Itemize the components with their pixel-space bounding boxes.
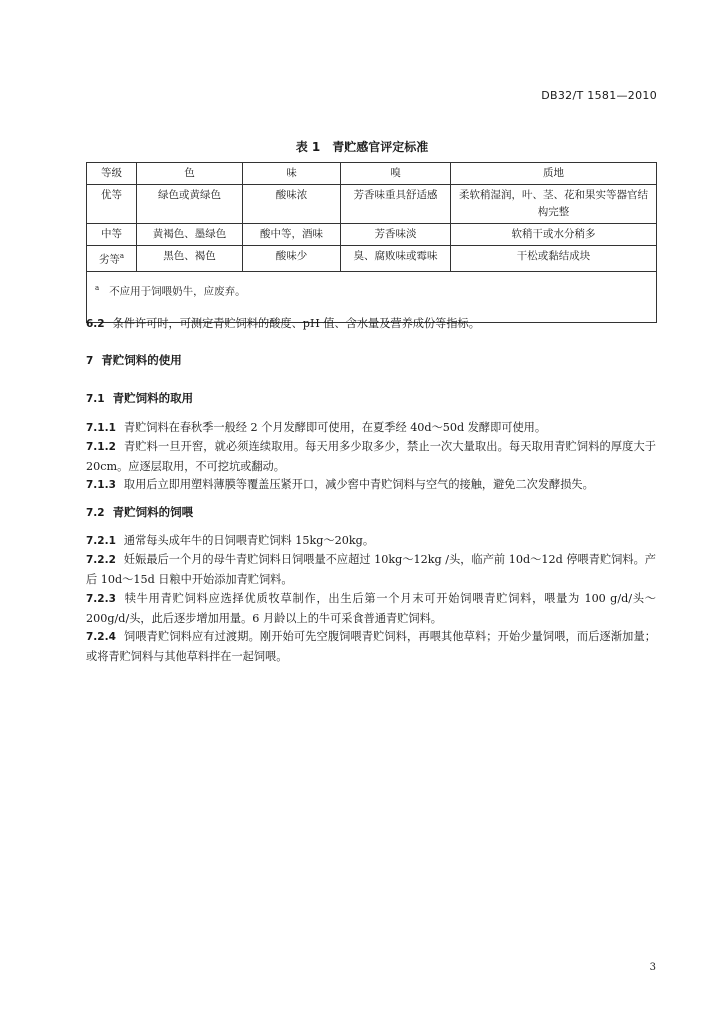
clause-text: 饲喂青贮饲料应有过渡期。刚开始可先空腹饲喂青贮饲料，再喂其他草料；开始少量饲喂，而后逐渐加量；或将青贮饲料与其他草料拌在一起饲喂。: [86, 630, 656, 663]
section-title: 青贮饲料的饲喂: [112, 505, 194, 519]
cell-color: 黄褐色、墨绿色: [137, 224, 243, 246]
table-header-row: [87, 163, 657, 185]
clause-number: 7.2.3: [86, 593, 116, 605]
cell-taste: 酸味少: [243, 246, 341, 272]
page-number: 3: [649, 962, 656, 973]
clause-number: 7.2.2: [86, 554, 116, 566]
cell-color: 黑色、褐色: [137, 246, 243, 272]
cell-texture: 柔软稍湿润，叶、茎、花和果实等器官结构完整: [451, 185, 657, 224]
cell-smell: 臭、腐败味或霉味: [341, 246, 451, 272]
clause-7-2-1: [86, 531, 656, 551]
section-7-2-heading: [86, 504, 656, 520]
clause-7-2-2: [86, 550, 656, 589]
cell-grade: 中等: [87, 224, 137, 246]
column-header-texture: 质地: [451, 163, 657, 185]
cell-color: 绿色或黄绿色: [137, 185, 243, 224]
section-number: 7.1: [86, 393, 105, 405]
clause-6-2: [86, 314, 656, 334]
clause-text: 青贮料一旦开窖，就必须连续取用。每天用多少取多少，禁止一次大量取出。每天取用青贮饲料的厚度大于 20cm。应逐层取用，不可挖坑或翻动。: [86, 440, 656, 473]
cell-smell: 芳香味淡: [341, 224, 451, 246]
table-row: [87, 246, 657, 272]
clause-text: 取用后立即用塑料薄膜等覆盖压紧开口，减少窖中青贮饲料与空气的接触，避免二次发酵损失。: [123, 478, 594, 491]
clause-text: 通常每头成年牛的日饲喂青贮饲料 15kg～20kg。: [123, 534, 375, 547]
cell-grade: 优等: [87, 185, 137, 224]
section-title: 青贮饲料的使用: [101, 353, 182, 367]
cell-taste: 酸味浓: [243, 185, 341, 224]
column-header-color: 色: [137, 163, 243, 185]
cell-grade: 劣等$^a$: [87, 246, 137, 272]
clause-7-1-2: [86, 437, 656, 476]
table-row: [87, 185, 657, 224]
column-header-grade: 等级: [87, 163, 137, 185]
clause-text: 青贮饲料在春秋季一般经 2 个月发酵即可使用，在夏季经 40d～50d 发酵即可使用。: [123, 421, 547, 434]
clause-number: 7.1.2: [86, 441, 116, 453]
table-row: [87, 224, 657, 246]
section-number: 7: [86, 355, 94, 367]
clause-7-2-4: [86, 627, 656, 666]
table-title: 表 1 青贮感官评定标准: [295, 140, 429, 154]
clause-7-1-1: [86, 418, 656, 438]
cell-texture: 软稍干或水分稍多: [451, 224, 657, 246]
cell-texture: 干松或黏结成块: [451, 246, 657, 272]
document-code: DB32/T 1581—2010: [541, 89, 657, 102]
section-7-heading: [86, 352, 656, 368]
clause-number: 7.1.1: [86, 422, 116, 434]
clause-number: 7.1.3: [86, 479, 116, 491]
column-header-taste: 味: [243, 163, 341, 185]
footnote-marker: a: [119, 252, 125, 260]
clause-number: 7.2.4: [86, 631, 116, 643]
section-number: 7.2: [86, 507, 105, 519]
note-marker: a: [95, 283, 100, 292]
clause-text: 妊娠最后一个月的母牛青贮饲料日饲喂量不应超过 10kg～12kg /头，临产前 10d～12d 停喂青贮饲料。产后 10d～15d 日粮中开始添加青贮饲料。: [86, 553, 656, 586]
clause-number: 6.2: [86, 318, 105, 330]
clause-text: 条件许可时，可测定青贮饲料的酸度、pH 值、含水量及营养成份等指标。: [112, 317, 480, 330]
cell-taste: 酸中等，酒味: [243, 224, 341, 246]
section-7-1-heading: [86, 390, 656, 406]
clause-text: 犊牛用青贮饲料应选择优质牧草制作，出生后第一个月末可开始饲喂青贮饲料，喂量为 100 g/d/头～200g/d/头，此后逐步增加用量。6 月龄以上的牛可采食普通青贮饲料。: [86, 592, 656, 625]
clause-number: 7.2.1: [86, 535, 116, 547]
clause-7-2-3: [86, 589, 656, 628]
column-header-smell: 嗅: [341, 163, 451, 185]
clause-7-1-3: [86, 475, 656, 495]
section-title: 青贮饲料的取用: [112, 391, 194, 405]
sensory-evaluation-table: [86, 162, 657, 323]
cell-smell: 芳香味重具舒适感: [341, 185, 451, 224]
note-text: 不应用于饲喂奶牛，应废弃。: [109, 285, 246, 297]
